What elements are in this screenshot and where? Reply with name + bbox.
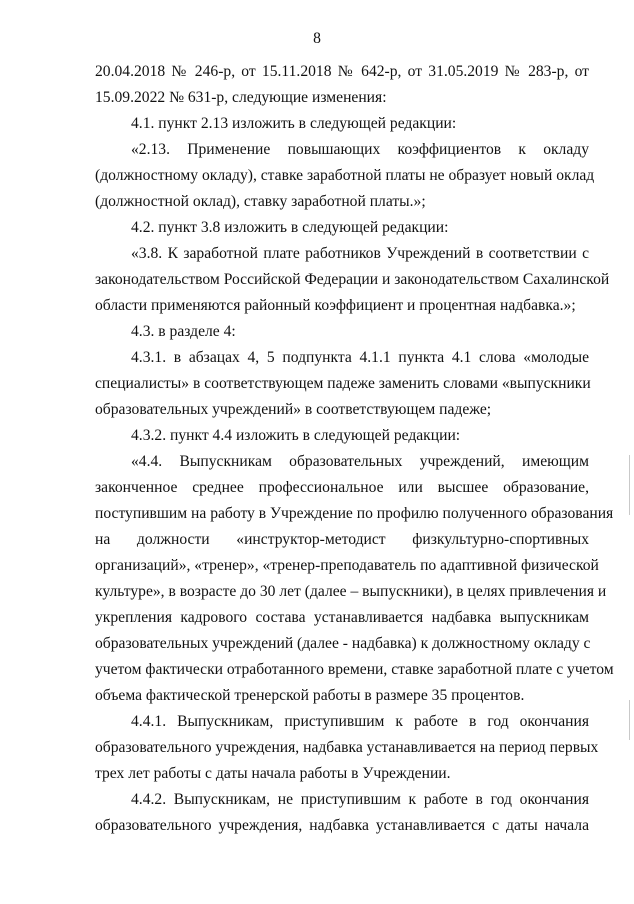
text-line: учетом фактически отработанного времени, ставке заработной плате с учетом — [95, 661, 614, 678]
scan-edge-mark — [629, 455, 630, 515]
text-line: области применяются районный коэффициент и процентная надбавка.»; — [95, 297, 576, 314]
text-line: 4.3.2. пункт 4.4 изложить в следующей редакции: — [131, 427, 461, 444]
text-line: трех лет работы с даты начала работы в Учреждении. — [95, 765, 451, 782]
text-line: 20.04.2018 № 246-р, от 15.11.2018 № 642-р, от 31.05.2019 № 283-р, от — [95, 63, 589, 80]
text-line: на должности «инструктор-методист физкультурно-спортивных — [95, 531, 589, 548]
text-line: организаций», «тренер», «тренер-преподаватель по адаптивной физической — [95, 557, 599, 574]
text-line: «3.8. К заработной плате работников Учреждений в соответствии с — [131, 245, 589, 262]
text-line: «2.13. Применение повышающих коэффициентов к окладу — [131, 141, 589, 158]
text-line: «4.4. Выпускникам образовательных учреждений, имеющим — [131, 453, 589, 470]
text-line: 4.3.1. в абзацах 4, 5 подпункта 4.1.1 пункта 4.1 слова «молодые — [131, 349, 589, 366]
text-line: поступившим на работу в Учреждение по профилю полученного образования — [95, 505, 614, 522]
text-line: 4.2. пункт 3.8 изложить в следующей редакции: — [131, 219, 449, 236]
page-number: 8 — [313, 30, 321, 47]
text-line: 4.4.2. Выпускникам, не приступившим к работе в год окончания — [131, 791, 589, 808]
text-line: 4.1. пункт 2.13 изложить в следующей редакции: — [131, 115, 457, 132]
text-line: образовательного учреждения, надбавка устанавливается с даты начала — [95, 817, 589, 834]
text-line: культуре», в возрасте до 30 лет (далее – выпускники), в целях привлечения и — [95, 583, 607, 600]
text-line: специалисты» в соответствующем падеже заменить словами «выпускники — [95, 375, 591, 392]
text-line: 15.09.2022 № 631-р, следующие изменения: — [95, 89, 387, 106]
text-line: образовательных учреждений (далее - надбавка) к должностному окладу с — [95, 635, 591, 652]
text-line: образовательных учреждений» в соответствующем падеже; — [95, 401, 492, 418]
text-line: (должностной оклад), ставку заработной платы.»; — [95, 193, 426, 210]
text-line: образовательного учреждения, надбавка устанавливается на период первых — [95, 739, 599, 756]
text-line: объема фактической тренерской работы в размере 35 процентов. — [95, 687, 525, 704]
text-line: укрепления кадрового состава устанавливается надбавка выпускникам — [95, 609, 589, 626]
text-line: законченное среднее профессиональное или высшее образование, — [95, 479, 589, 496]
text-line: 4.4.1. Выпускникам, приступившим к работе в год окончания — [131, 713, 589, 730]
text-line: 4.3. в разделе 4: — [131, 323, 236, 340]
scan-edge-mark — [629, 700, 630, 740]
text-line: (должностному окладу), ставке заработной платы не образует новый оклад — [95, 167, 595, 184]
text-line: законодательством Российской Федерации и законодательством Сахалинской — [95, 271, 610, 288]
